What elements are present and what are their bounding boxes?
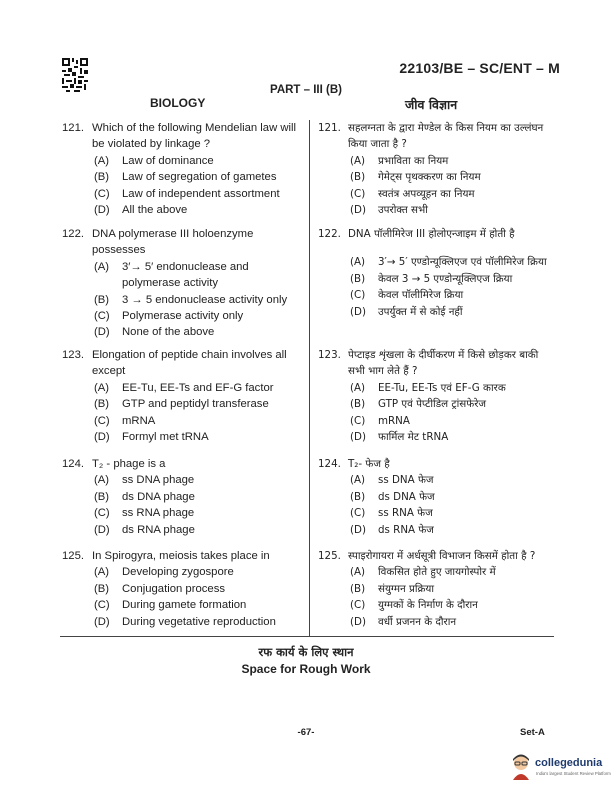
question-121-hi: 121. सहलग्नता के द्वारा मेण्डेल के किस नियम का उल्लंघन किया जाता है ? (A) प्रभाविता का नियम (B) गेमेट्स पृथक्करण का नियम (C) स्वतंत्र अपव्यूहन का नियम (D) उपरोक्त सभी (318, 120, 558, 218)
question-text: पेप्टाइड शृंखला के दीर्घीकरण में किसे छोड़कर बाकी सभी भाग लेते हैं ? (348, 349, 539, 378)
column-divider (309, 120, 310, 637)
option: (D) None of the above (94, 326, 215, 339)
option: (A) Developing zygospore (94, 566, 234, 579)
paper-code: 22103/BE – SC/ENT – M (399, 60, 560, 76)
option: (C) केवल पॉलीमिरेज क्रिया (350, 289, 464, 302)
question-124-en: 124. T₂ - phage is a (A) ss DNA phage (B) ds DNA phage (C) ss RNA phage (D) ds RNA phage (62, 456, 302, 538)
question-text: Which of the following Mendelian law will be violated by linkage ? (92, 122, 297, 151)
option: (D) ds RNA phage (94, 523, 195, 536)
brand-tagline: India's largest Student Review Platform (536, 771, 611, 776)
option: (C) mRNA (350, 414, 410, 427)
option: (C) Law of independent assortment (94, 187, 280, 200)
question-text: सहलग्नता के द्वारा मेण्डेल के किस नियम का उल्लंघन किया जाता है ? (348, 122, 544, 151)
question-123-hi: 123. पेप्टाइड शृंखला के दीर्घीकरण में किसे छोड़कर बाकी सभी भाग लेते हैं ? (A) EE-Tu, EE-Ts एवं EF-G कारक (B) GTP एवं पेप्टीडिल ट्रांसफेरेज (C) mRNA (D) फार्मिल मेट tRNA (318, 347, 558, 445)
option: (B) Conjugation process (94, 582, 225, 595)
question-number: 121. (62, 122, 84, 134)
option: (A) EE-Tu, EE-Ts and EF-G factor (94, 381, 274, 394)
option: (D) वर्धी प्रजनन के दौरान (350, 615, 457, 628)
question-text: DNA polymerase III holoenzyme possesses (92, 228, 254, 257)
option: (C) स्वतंत्र अपव्यूहन का नियम (350, 187, 475, 200)
question-124-hi: 124. T₂- फेज है (A) ss DNA फेज (B) ds DNA फेज (C) ss RNA फेज (D) ds RNA फेज (318, 456, 558, 538)
question-text: स्पाइरोगायरा में अर्धसूत्री विभाजन किसमें होता है ? (348, 550, 536, 562)
set-label: Set-A (520, 727, 545, 738)
option: (D) All the above (94, 204, 188, 217)
option: (C) Polymerase activity only (94, 310, 244, 323)
question-125-en: 125. In Spirogyra, meiosis takes place in (A) Developing zygospore (B) Conjugation process (C) During gamete formation (D) During vegetative reproduction (62, 548, 302, 630)
option: (C) ss RNA phage (94, 507, 195, 520)
question-122-en: 122. DNA polymerase III holoenzyme possesses (A) 3′→ 5′ endonuclease and polymerase activity (B) 3 → 5 endonuclease activity only (C) Polymerase activity only (D) None of the above (62, 226, 302, 341)
option: (A) विकसित होते हुए जायगोस्पोर में (350, 566, 496, 579)
option: (D) During vegetative reproduction (94, 615, 276, 628)
option: (D) फार्मिल मेट tRNA (350, 431, 449, 444)
option: (C) mRNA (94, 414, 156, 427)
option: (A) ss DNA phage (94, 474, 195, 487)
question-text: T₂ - phage is a (92, 458, 166, 470)
option: (D) उपर्युक्त में से कोई नहीं (350, 305, 463, 318)
question-122-hi: 122. DNA पॉलीमिरेज III होलोएन्जाइम में होती है (A) 3′→ 5′ एण्डोन्यूक्लिएज एवं पॉलीमिरेज क्रिया (B) केवल 3 → 5 एण्डोन्यूक्लिएज क्रिया (C) केवल पॉलीमिरेज क्रिया (D) उपर्युक्त में से कोई नहीं (318, 226, 558, 320)
option: (B) GTP एवं पेप्टीडिल ट्रांसफेरेज (350, 398, 487, 411)
rough-work-label-hindi: रफ कार्य के लिए स्थान (258, 645, 354, 659)
option: (B) Law of segregation of gametes (94, 171, 277, 184)
question-125-hi: 125. स्पाइरोगायरा में अर्धसूत्री विभाजन किसमें होता है ? (A) विकसित होते हुए जायगोस्पोर में (B) संयुग्मन प्रक्रिया (C) युग्मकों के निर्माण के दौरान (D) वर्धी प्रजनन के दौरान (318, 548, 558, 630)
question-text: DNA पॉलीमिरेज III होलोएन्जाइम में होती है (348, 228, 515, 240)
page-number: -67- (297, 727, 315, 738)
brand-name: collegedunia (535, 757, 603, 769)
option: (D) उपरोक्त सभी (350, 204, 428, 217)
option: (A) EE-Tu, EE-Ts एवं EF-G कारक (350, 381, 506, 394)
option: (D) Formyl met tRNA (94, 431, 209, 444)
part-heading: PART – III (B) (270, 84, 342, 96)
question-text: T₂- फेज है (348, 458, 390, 470)
subject-english: BIOLOGY (150, 96, 206, 110)
collegedunia-mascot-icon (510, 754, 532, 780)
option: (B) ds DNA फेज (350, 490, 435, 503)
option: (B) GTP and peptidyl transferase (94, 398, 269, 411)
option: (B) केवल 3 → 5 एण्डोन्यूक्लिएज क्रिया (350, 272, 513, 285)
rough-work-label: Space for Rough Work (241, 662, 371, 676)
option: (B) 3 → 5 endonuclease activity only (94, 293, 288, 306)
footer-divider (60, 636, 554, 637)
question-121-en (62, 120, 302, 218)
option: (A) 3′→ 5′ एण्डोन्यूक्लिएज एवं पॉलीमिरेज क्रिया (350, 256, 547, 269)
option: (A) ss DNA फेज (350, 474, 434, 487)
option: (A) Law of dominance (94, 154, 214, 167)
option: (C) युग्मकों के निर्माण के दौरान (350, 599, 478, 612)
option: (D) ds RNA फेज (350, 523, 434, 536)
option: (A) 3′→ 5′ endonuclease and polymerase activity (94, 260, 249, 290)
option: (A) प्रभाविता का नियम (350, 154, 449, 167)
question-text: In Spirogyra, meiosis takes place in (92, 550, 270, 562)
option: (B) गेमेट्स पृथक्करण का नियम (350, 171, 481, 184)
option: (B) ds DNA phage (94, 490, 195, 503)
option: (B) संयुग्मन प्रक्रिया (350, 582, 435, 595)
question-123-en: 123. Elongation of peptide chain involves all except (A) EE-Tu, EE-Ts and EF-G factor (B) GTP and peptidyl transferase (C) mRNA (D) Formyl met tRNA (62, 347, 302, 445)
option: (C) During gamete formation (94, 599, 247, 612)
subject-hindi: जीव विज्ञान (405, 97, 458, 112)
option: (C) ss RNA फेज (350, 507, 433, 520)
question-text: Elongation of peptide chain involves all except (92, 349, 287, 378)
